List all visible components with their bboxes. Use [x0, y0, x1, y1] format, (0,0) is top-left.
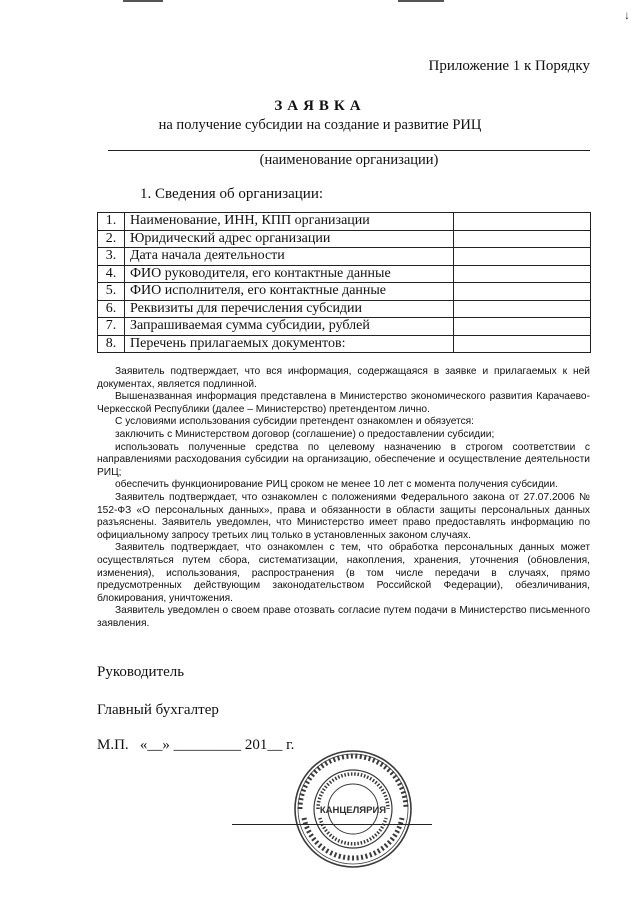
declaration-text [97, 366, 590, 630]
row-value [454, 230, 591, 248]
row-value [454, 300, 591, 318]
declaration-paragraph: использовать полученные средства по целевому назначению в строгом соответствии с направлениями расходования субсидии на организацию, обеспечение и осуществление деятельности РИЦ; [97, 441, 590, 478]
table-row [98, 300, 591, 318]
stamp-label: КАНЦЕЛЯРИЯ [319, 805, 387, 816]
declaration-paragraph: Заявитель подтверждает, что ознакомлен с тем, что обработка персональных данных может осуществляться путем сбора, систематизации, накопления, хранения, уточнения (обновления, изменения), использования, распространения (в том числе передачи в случаях, прямо предусмотренных действующим законодательством Российской Федерации), обезличивания, блокирования, уничтожения. [97, 542, 590, 604]
document-title: ЗАЯВКА [274, 98, 366, 114]
organization-name-line [108, 150, 590, 151]
row-number: 4. [98, 265, 125, 283]
section-heading: 1. Сведения об организации: [140, 186, 324, 202]
table-row [98, 230, 591, 248]
office-stamp-seal [292, 748, 414, 870]
row-label: ФИО исполнителя, его контактные данные [125, 283, 454, 301]
declaration-paragraph: обеспечить функционирование РИЦ сроком не менее 10 лет с момента получения субсидии. [115, 479, 558, 491]
row-value [454, 283, 591, 301]
scan-edge-mark [398, 0, 444, 2]
scan-edge-mark [123, 0, 163, 2]
corner-arrow-mark: ↓ [624, 8, 630, 22]
table-row [98, 213, 591, 231]
row-value [454, 318, 591, 336]
table-row [98, 265, 591, 283]
table-row [98, 248, 591, 266]
row-label: Юридический адрес организации [125, 230, 454, 248]
row-number: 1. [98, 213, 125, 231]
row-number: 7. [98, 318, 125, 336]
row-number: 2. [98, 230, 125, 248]
row-label: Дата начала деятельности [125, 248, 454, 266]
organization-info-table [97, 212, 591, 353]
declaration-paragraph: Заявитель подтверждает, что вся информация, содержащаяся в заявке и прилагаемых к ней документах, является подлинной. [97, 366, 590, 390]
declaration-paragraph: заключить с Министерством договор (соглашение) о предоставлении субсидии; [115, 428, 495, 440]
appendix-reference: Приложение 1 к Порядку [428, 58, 590, 74]
table-row [98, 318, 591, 336]
row-value [454, 213, 591, 231]
signature-accountant-label: Главный бухгалтер [97, 702, 219, 718]
row-value [454, 265, 591, 283]
row-value [454, 335, 591, 353]
declaration-paragraph: С условиями использования субсидии претендент ознакомлен и обязуется: [115, 416, 475, 428]
row-label: Запрашиваемая сумма субсидии, рублей [125, 318, 454, 336]
row-label: ФИО руководителя, его контактные данные [125, 265, 454, 283]
document-subtitle: на получение субсидии на создание и развитие РИЦ [158, 117, 482, 133]
row-number: 6. [98, 300, 125, 318]
row-number: 5. [98, 283, 125, 301]
declaration-paragraph: Заявитель подтверждает, что ознакомлен с положениями Федерального закона от 27.07.2006 № 152-ФЗ «О персональных данных», права и обязанности в области защиты персональных данных разъяснены. Заявитель уведомлен, что Министерство имеет право предоставлять информацию по официальному запросу третьих лиц только в установленных законом случаях. [97, 491, 590, 541]
table-row [98, 283, 591, 301]
declaration-paragraph: Вышеназванная информация представлена в Министерство экономического развития Карачаево-Черкесской Республики (далее – Министерство) претендентом лично. [97, 391, 590, 415]
table-row [98, 335, 591, 353]
declaration-paragraph: Заявитель уведомлен о своем праве отозвать согласие путем подачи в Министерство письменного заявления. [97, 605, 590, 629]
signature-line [232, 824, 432, 825]
row-value [454, 248, 591, 266]
signature-head-label: Руководитель [97, 664, 185, 680]
row-label: Перечень прилагаемых документов: [125, 335, 454, 353]
row-label: Реквизиты для перечисления субсидии [125, 300, 454, 318]
row-number: 8. [98, 335, 125, 353]
organization-name-caption: (наименование организации) [259, 152, 439, 168]
row-label: Наименование, ИНН, КПП организации [125, 213, 454, 231]
seal-date-line: М.П. «__» _________ 201__ г. [97, 737, 295, 753]
row-number: 3. [98, 248, 125, 266]
